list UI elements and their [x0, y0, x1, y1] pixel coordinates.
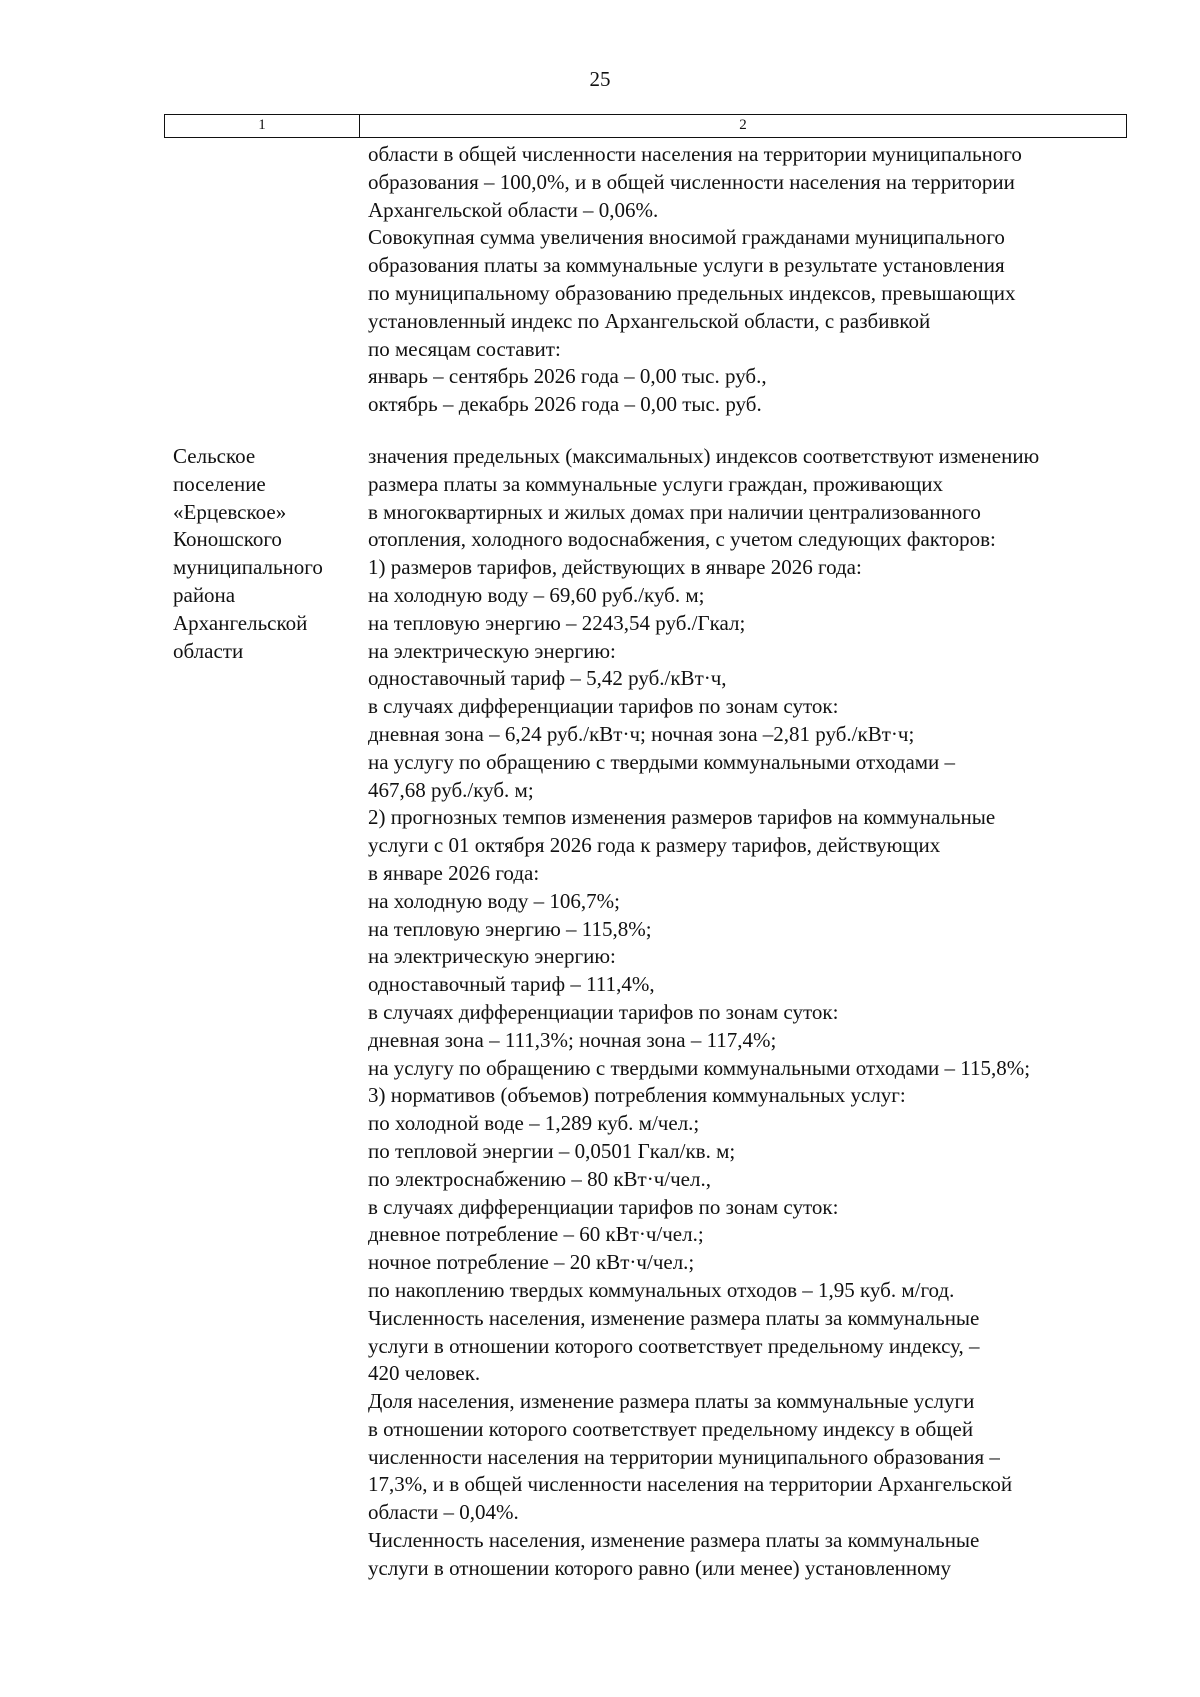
text-line: ночное потребление – 20 кВт·ч/чел.;: [368, 1250, 695, 1275]
text-line: одноставочный тариф – 5,42 руб./кВт·ч,: [368, 666, 727, 691]
text-line: в многоквартирных и жилых домах при наличии централизованного: [368, 499, 981, 524]
municipality-name: [173, 443, 363, 665]
municipality-name-line: Коношского: [173, 527, 282, 552]
municipality-name-line: района: [173, 582, 236, 607]
text-line: дневное потребление – 60 кВт·ч/чел.;: [368, 1222, 704, 1247]
text-line: услуги с 01 октября 2026 года к размеру тарифов, действующих: [368, 833, 941, 858]
text-line: Численность населения, изменение размера платы за коммунальные: [368, 1305, 980, 1330]
text-line: дневная зона – 6,24 руб./кВт·ч; ночная зона –2,81 руб./кВт·ч;: [368, 721, 915, 746]
municipality-name-line: «Ерцевское»: [173, 499, 287, 524]
text-line: январь – сентябрь 2026 года – 0,00 тыс. руб.,: [368, 364, 767, 389]
text-line: образования платы за коммунальные услуги в результате установления: [368, 253, 1005, 278]
table-header-col-2: 2: [739, 117, 747, 133]
municipality-name-line: области: [173, 638, 244, 663]
text-line: 1) размеров тарифов, действующих в январе 2026 года:: [368, 555, 862, 580]
text-line: на услугу по обращению с твердыми коммунальными отходами – 115,8%;: [368, 1055, 1031, 1080]
text-line: по тепловой энергии – 0,0501 Гкал/кв. м;: [368, 1138, 736, 1163]
text-line: по электроснабжению – 80 кВт·ч/чел.,: [368, 1166, 711, 1191]
text-line: услуги в отношении которого соответствует предельному индексу, –: [368, 1333, 980, 1358]
text-line: по месяцам составит:: [368, 336, 561, 361]
text-line: установленный индекс по Архангельской области, с разбивкой: [368, 308, 931, 333]
text-line: дневная зона – 111,3%; ночная зона – 117,4%;: [368, 1027, 777, 1052]
text-line: на услугу по обращению с твердыми коммунальными отходами –: [368, 749, 956, 774]
text-line: на электрическую энергию:: [368, 944, 616, 969]
text-line: Численность населения, изменение размера платы за коммунальные: [368, 1528, 980, 1553]
text-line: на тепловую энергию – 2243,54 руб./Гкал;: [368, 610, 746, 635]
municipality-name-line: Архангельской: [173, 610, 308, 635]
municipality-name-line: поселение: [173, 471, 266, 496]
page-number: 25: [589, 67, 611, 91]
table-header-row: [164, 114, 1127, 138]
text-line: по муниципальному образованию предельных индексов, превышающих: [368, 280, 1016, 305]
text-line: по накоплению твердых коммунальных отходов – 1,95 куб. м/год.: [368, 1277, 955, 1302]
text-line: на электрическую энергию:: [368, 638, 616, 663]
text-line: образования – 100,0%, и в общей численности населения на территории: [368, 169, 1015, 194]
text-line: Доля населения, изменение размера платы за коммунальные услуги: [368, 1389, 975, 1414]
section-2-text: [368, 443, 1138, 1583]
text-line: на тепловую энергию – 115,8%;: [368, 916, 652, 941]
table-header-col-1: 1: [165, 115, 360, 137]
text-line: 17,3%, и в общей численности населения на территории Архангельской: [368, 1472, 1013, 1497]
text-line: Архангельской области – 0,06%.: [368, 197, 659, 222]
text-line: размера платы за коммунальные услуги граждан, проживающих: [368, 471, 944, 496]
text-line: 3) нормативов (объемов) потребления коммунальных услуг:: [368, 1083, 906, 1108]
text-line: 2) прогнозных темпов изменения размеров тарифов на коммунальные: [368, 805, 996, 830]
text-line: численности населения на территории муниципального образования –: [368, 1444, 1000, 1469]
text-line: отопления, холодного водоснабжения, с учетом следующих факторов:: [368, 527, 996, 552]
text-line: области – 0,04%.: [368, 1500, 519, 1525]
text-line: на холодную воду – 69,60 руб./куб. м;: [368, 582, 705, 607]
text-line: 467,68 руб./куб. м;: [368, 777, 534, 802]
text-line: одноставочный тариф – 111,4%,: [368, 972, 655, 997]
text-line: в случаях дифференциации тарифов по зонам суток:: [368, 1194, 839, 1219]
text-line: октябрь – декабрь 2026 года – 0,00 тыс. руб.: [368, 392, 762, 417]
municipality-name-line: муниципального: [173, 555, 323, 580]
text-line: области в общей численности населения на территории муниципального: [368, 142, 1022, 166]
text-line: 420 человек.: [368, 1361, 481, 1386]
text-line: в январе 2026 года:: [368, 860, 540, 885]
text-line: Совокупная сумма увеличения вносимой гражданами муниципального: [368, 225, 1005, 250]
text-line: по холодной воде – 1,289 куб. м/чел.;: [368, 1111, 700, 1136]
text-line: услуги в отношении которого равно (или менее) установленному: [368, 1555, 952, 1580]
text-line: значения предельных (максимальных) индексов соответствуют изменению: [368, 444, 1040, 468]
text-line: в случаях дифференциации тарифов по зонам суток:: [368, 999, 839, 1024]
section-1-text: [368, 141, 1138, 419]
text-line: в случаях дифференциации тарифов по зонам суток:: [368, 694, 839, 719]
municipality-name-line: Сельское: [173, 444, 256, 468]
text-line: на холодную воду – 106,7%;: [368, 888, 620, 913]
text-line: в отношении которого соответствует предельному индексу в общей: [368, 1416, 974, 1441]
